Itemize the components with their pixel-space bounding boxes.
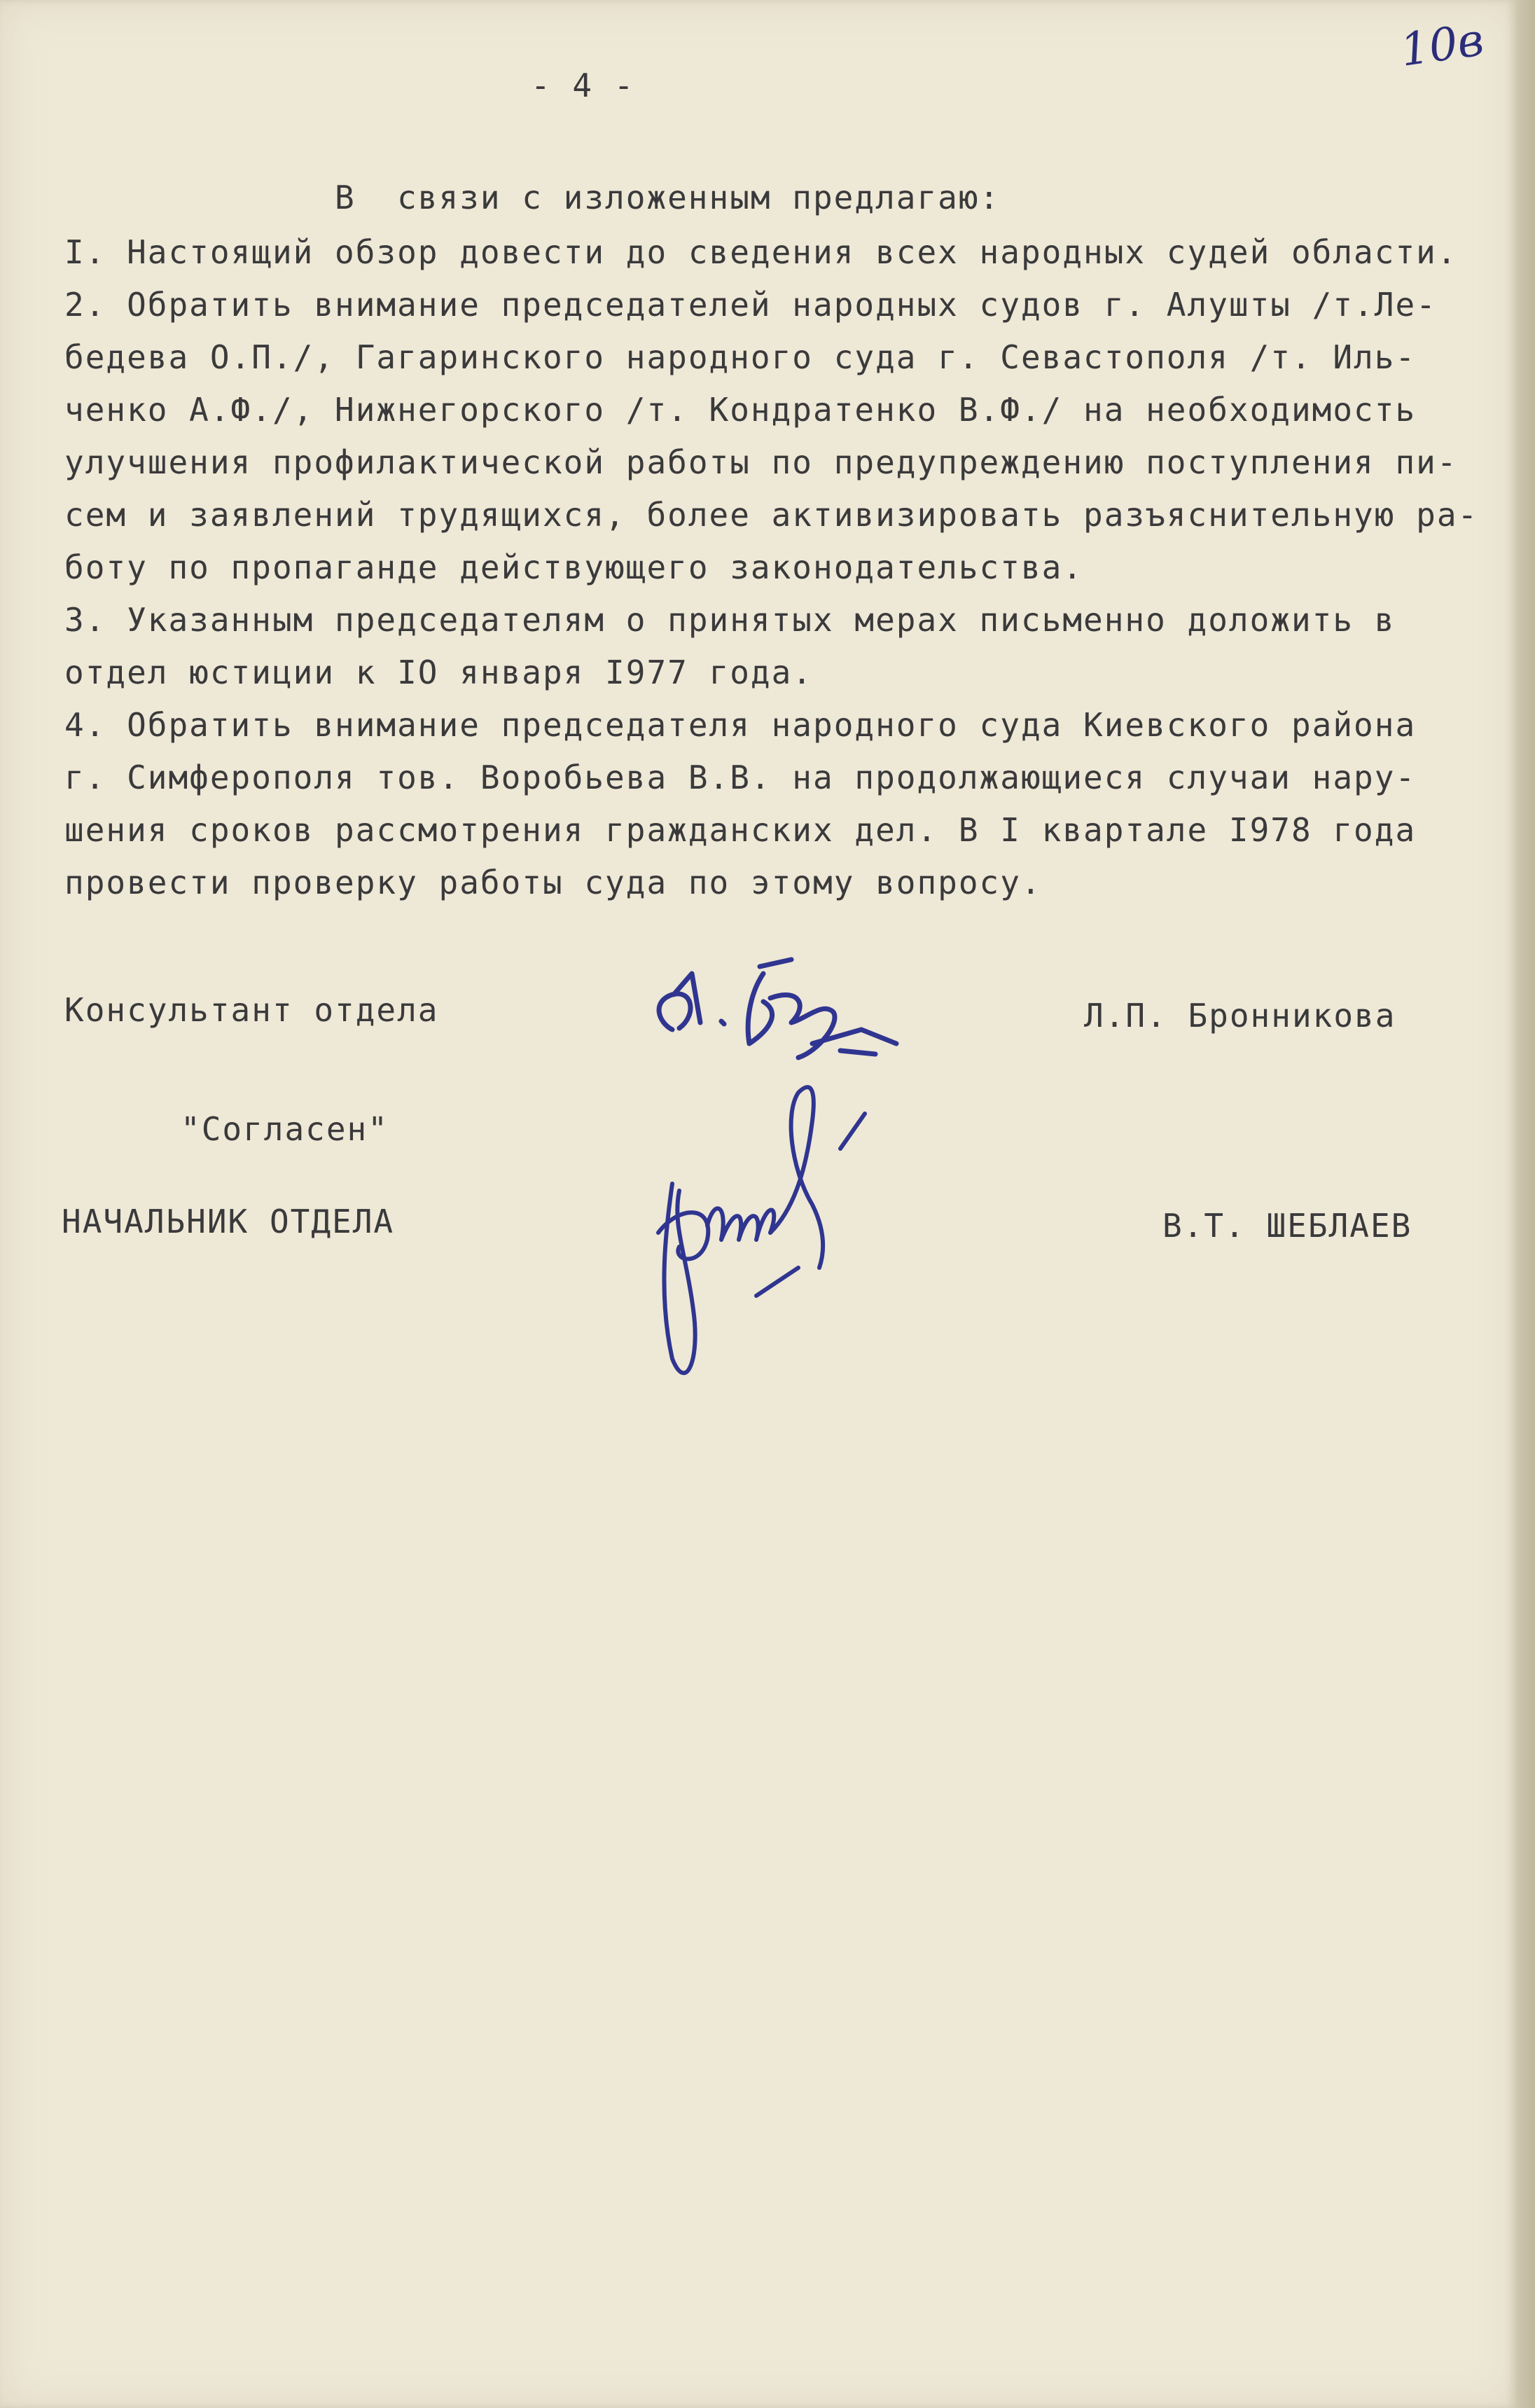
agreed-label: "Согласен" [181,1110,389,1148]
body-line: улучшения профилактической работы по предупреждению поступления пи- [64,443,1458,481]
page-number: - 4 - [531,67,635,104]
body-line: провести проверку работы суда по этому вопросу. [64,864,1042,901]
body-line: 2. Обратить внимание председателей народных судов г. Алушты /т.Ле- [64,286,1437,324]
archive-number: 10в [1397,14,1487,77]
head-name: В.Т. ШЕБЛАЕВ [1162,1207,1412,1245]
body-line: ченко А.Ф./, Нижнегорского /т. Кондратенко В.Ф./ на необходимость [64,391,1417,429]
body-line: I. Настоящий обзор довести до сведения всех народных судей области. [64,233,1458,271]
body-line: боту по пропаганде действующего законодательства. [64,548,1084,586]
body-line: сем и заявлений трудящихся, более активизировать разъяснительную ра- [64,496,1479,534]
body-line: 3. Указанным председателям о принятых мерах письменно доложить в [64,601,1396,639]
body-line: шения сроков рассмотрения гражданских дел. В I квартале I978 года [64,811,1417,849]
head-title: НАЧАЛЬНИК ОТДЕЛА [62,1203,395,1240]
body-line: бедева О.П./, Гагаринского народного суда г. Севастополя /т. Иль- [64,338,1417,376]
intro-line: В связи с изложенным предлагаю: [335,179,1001,216]
body-line: отдел юстиции к IO января I977 года. [64,653,813,691]
page-edge [1516,0,1535,2408]
body-line: 4. Обратить внимание председателя народного суда Киевского района [64,706,1417,744]
consultant-name: Л.П. Бронникова [1084,997,1396,1035]
head-signature [630,1065,938,1415]
consultant-title: Консультант отдела [64,991,439,1029]
body-line: г. Симферополя тов. Воробьева В.В. на продолжающиеся случаи нару- [64,759,1417,796]
